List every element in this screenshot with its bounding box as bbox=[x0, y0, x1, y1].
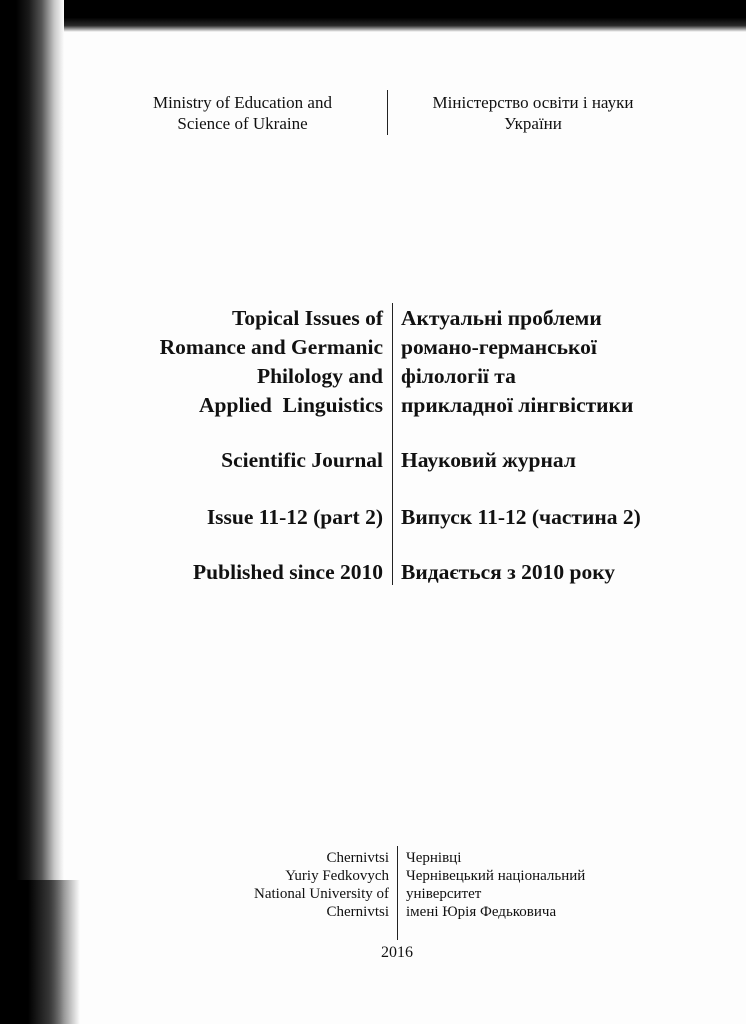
journal-title-uk bbox=[401, 304, 701, 420]
ministry-uk-line: Міністерство освіти і науки bbox=[432, 93, 634, 112]
ministry-en bbox=[120, 92, 365, 134]
journal-title-en bbox=[100, 304, 383, 420]
issue-en: Issue 11-12 (part 2) bbox=[206, 505, 383, 529]
title-en-line: Romance and Germanic bbox=[159, 335, 383, 359]
ministry-en-line: Science of Ukraine bbox=[177, 114, 308, 133]
title-uk-line: Актуальні проблеми bbox=[401, 306, 602, 330]
journal-type-en: Scientific Journal bbox=[221, 448, 383, 472]
publisher-en-line: Chernivtsi bbox=[326, 904, 389, 920]
publisher-en-line: Chernivtsi bbox=[326, 850, 389, 866]
journal-type-uk: Науковий журнал bbox=[401, 448, 576, 472]
publisher-en bbox=[200, 849, 389, 921]
title-uk-line: прикладної лінгвістики bbox=[401, 393, 634, 417]
title-en-line: Topical Issues of bbox=[232, 306, 383, 330]
publisher-uk-line: університет bbox=[406, 886, 482, 902]
ministry-en-line: Ministry of Education and bbox=[153, 93, 332, 112]
scan-shadow-left bbox=[0, 0, 64, 1024]
publisher-en-line: Yuriy Fedkovych bbox=[285, 868, 389, 884]
title-divider bbox=[392, 303, 393, 585]
publisher-uk-line: Чернівці bbox=[406, 850, 462, 866]
published-uk: Видається з 2010 року bbox=[401, 560, 616, 584]
ministry-uk bbox=[403, 92, 663, 134]
scan-shadow-left-bottom bbox=[0, 880, 80, 1024]
scan-shadow-top bbox=[0, 0, 746, 32]
issue-uk: Випуск 11-12 (частина 2) bbox=[401, 505, 641, 529]
published-en: Published since 2010 bbox=[193, 560, 383, 584]
title-uk-line: романо-германської bbox=[401, 335, 597, 359]
publisher-en-line: National University of bbox=[254, 886, 389, 902]
publication-year: 2016 bbox=[381, 944, 413, 961]
publisher-uk-line: імені Юрія Федьковича bbox=[406, 904, 557, 920]
publisher-uk bbox=[406, 849, 646, 921]
footer-divider bbox=[397, 846, 398, 940]
header-divider bbox=[387, 90, 388, 135]
title-en-line: Applied Linguistics bbox=[199, 393, 383, 417]
ministry-uk-line: України bbox=[504, 114, 562, 133]
title-en-line: Philology and bbox=[256, 364, 383, 388]
publisher-uk-line: Чернівецький національний bbox=[406, 868, 586, 884]
title-uk-line: філології та bbox=[401, 364, 516, 388]
